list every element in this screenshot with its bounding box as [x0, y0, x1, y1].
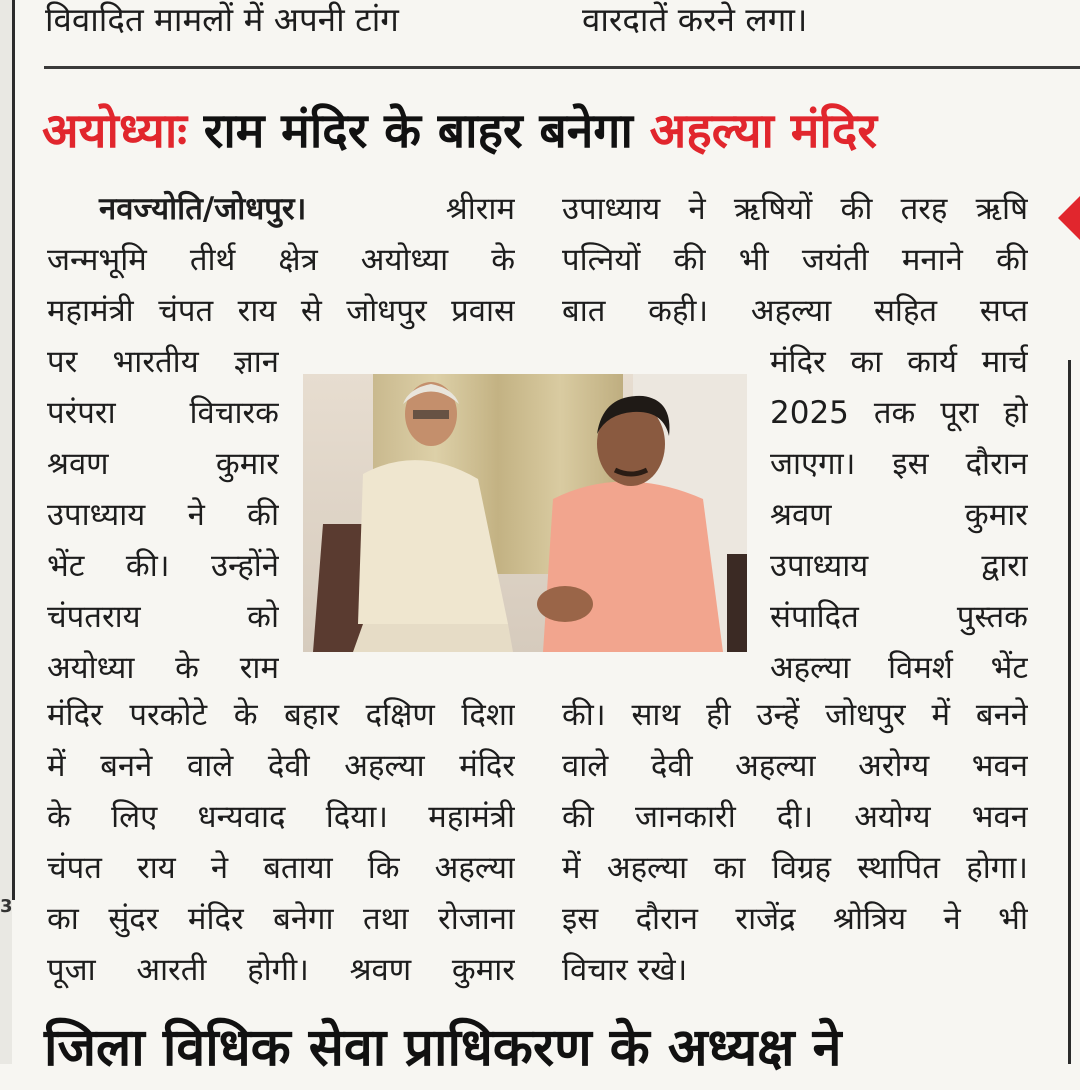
next-article-headline: जिला विधिक सेवा प्राधिकरण के अध्यक्ष ने: [44, 1018, 842, 1078]
text-line: की। साथ ही उन्हें जोधपुर में बनने: [562, 697, 1028, 733]
text-line: 2025 तक पूरा हो: [770, 395, 1028, 431]
left-column-bottom: [47, 690, 515, 996]
text-line: इस दौरान राजेंद्र श्रोत्रिय ने भी: [562, 901, 1028, 937]
text-line: का सुंदर मंदिर बनेगा तथा रोजाना: [47, 901, 515, 937]
text-line: विचार रखे।: [562, 952, 688, 988]
text-line: में बनने वाले देवी अहल्या मंदिर: [47, 748, 515, 784]
text-line: उपाध्याय ने की: [47, 497, 279, 533]
left-column-wrap: [47, 337, 279, 694]
margin-mark: 3: [0, 896, 13, 917]
text-line: भेंट की। उन्होंने: [47, 548, 279, 584]
left-page-border: [12, 0, 15, 900]
text-line: के लिए धन्यवाद दिया। महामंत्री: [47, 799, 515, 835]
text-line: में अहल्या का विग्रह स्थापित होगा।: [562, 850, 1028, 886]
right-edge-arrow-icon: [1058, 196, 1080, 240]
text-line: चंपतराय को: [47, 599, 279, 635]
text-line: अयोध्या के राम: [47, 650, 279, 686]
headline-highlight: अहल्या मंदिर: [649, 103, 877, 159]
right-column-top: [562, 184, 1028, 337]
text-line: वाले देवी अहल्या अरोग्य भवन: [562, 748, 1028, 784]
text-line: जन्मभूमि तीर्थ क्षेत्र अयोध्या के: [47, 242, 515, 278]
prev-article-right-line: वारदातें करने लगा।: [582, 0, 808, 39]
text-line: पूजा आरती होगी। श्रवण कुमार: [47, 952, 515, 988]
text-line: श्रवण कुमार: [770, 497, 1028, 533]
text-line: अहल्या विमर्श भेंट: [770, 650, 1028, 686]
text-line: उपाध्याय ने ऋषियों की तरह ऋषि: [562, 191, 1028, 227]
headline-main: राम मंदिर के बाहर बनेगा: [203, 103, 633, 159]
text-line: श्रवण कुमार: [47, 446, 279, 482]
right-column-bottom: [562, 690, 1028, 996]
text-line: की जानकारी दी। अयोग्य भवन: [562, 799, 1028, 835]
text-line: पर भारतीय ज्ञान: [47, 344, 279, 380]
left-column-top: [47, 184, 515, 337]
dateline: नवज्योति/जोधपुर।: [99, 191, 307, 227]
text-line: मंदिर परकोटे के बहार दक्षिण दिशा: [47, 697, 515, 733]
text-line: जाएगा। इस दौरान: [770, 446, 1028, 482]
text-line: संपादित पुस्तक: [770, 599, 1028, 635]
text-line: उपाध्याय द्वारा: [770, 548, 1028, 584]
text-line: बात कही। अहल्या सहित सप्त: [562, 293, 1028, 329]
headline-place: अयोध्याः: [42, 103, 187, 159]
right-page-border: [1068, 360, 1071, 1064]
article-headline: [42, 96, 1052, 166]
text-line: चंपत राय ने बताया कि अहल्या: [47, 850, 515, 886]
text-line: परंपरा विचारक: [47, 395, 279, 431]
text-line: मंदिर का कार्य मार्च: [770, 344, 1028, 380]
text-line: नवज्योति/जोधपुर। श्रीराम: [99, 191, 515, 227]
text-line: महामंत्री चंपत राय से जोधपुर प्रवास: [47, 293, 515, 329]
prev-article-left-line: विवादित मामलों में अपनी टांग: [45, 0, 399, 39]
text-line: पत्नियों की भी जयंती मनाने की: [562, 242, 1028, 278]
right-column-wrap: [770, 337, 1028, 694]
photo-illustration: [303, 374, 747, 652]
section-divider: [44, 66, 1080, 69]
article-photo: [303, 374, 747, 652]
